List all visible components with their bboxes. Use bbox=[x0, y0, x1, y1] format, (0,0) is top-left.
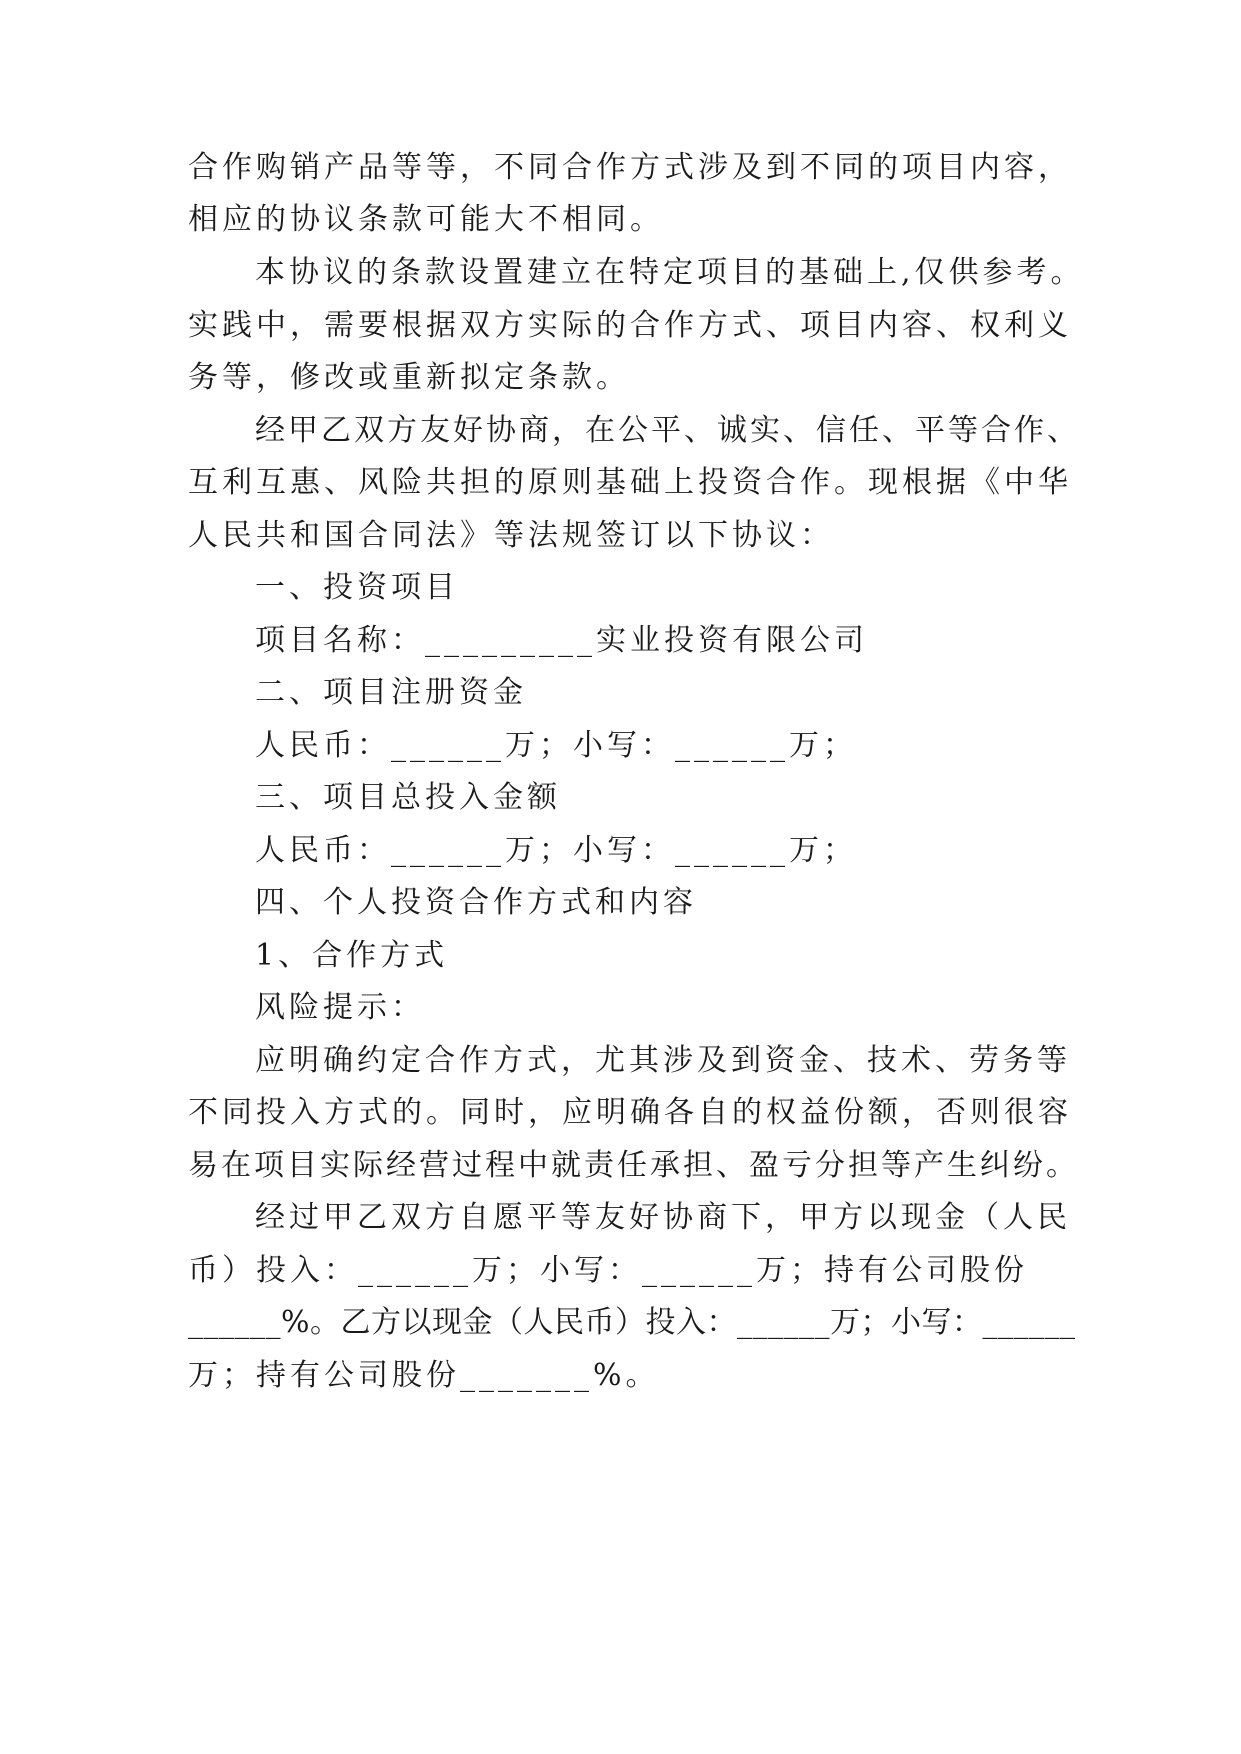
text-line-20: 易在项目实际经营过程中就责任承担、盈亏分担等产生纠纷。 bbox=[188, 1148, 1079, 1183]
text-line-2: 相应的协议条款可能大不相同。 bbox=[188, 202, 664, 237]
text-line-8: 人民共和国合同法》等法规签订以下协议： bbox=[188, 518, 834, 553]
text-line-21: 经过甲乙双方自愿平等友好协商下，甲方以现金（人民 bbox=[255, 1200, 1071, 1235]
text-line-1: 合作购销产品等等，不同合作方式涉及到不同的项目内容， bbox=[188, 150, 1072, 185]
section-heading-cooperation: 四、个人投资合作方式和内容 bbox=[255, 885, 697, 920]
text-line-5: 务等，修改或重新拟定条款。 bbox=[188, 360, 630, 395]
section-heading-registered-capital: 二、项目注册资金 bbox=[255, 675, 527, 710]
text-line-6: 经甲乙双方友好协商，在公平、诚实、信任、平等合作、 bbox=[255, 413, 1080, 448]
text-line-7: 互利互惠、风险共担的原则基础上投资合作。现根据《中华 bbox=[188, 465, 1072, 500]
text-line-23: ______%。乙方以现金（人民币）投入：______万；小写：______ bbox=[188, 1305, 1076, 1340]
text-line-3: 本协议的条款设置建立在特定项目的基础上,仅供参考。 bbox=[255, 255, 1085, 290]
text-line-19: 不同投入方式的。同时，应明确各自的权益份额，否则很容 bbox=[188, 1095, 1072, 1130]
section-heading-total-investment: 三、项目总投入金额 bbox=[255, 780, 561, 815]
text-line-24: 万；持有公司股份_______%。 bbox=[188, 1358, 660, 1393]
registered-capital-amount: 人民币：______万；小写：______万； bbox=[255, 728, 857, 763]
section-heading-investment-project: 一、投资项目 bbox=[255, 570, 459, 605]
text-line-22: 币）投入：______万；小写：______万；持有公司股份 bbox=[188, 1253, 1028, 1288]
text-line-18: 应明确约定合作方式，尤其涉及到资金、技术、劳务等 bbox=[255, 1043, 1071, 1078]
project-name-field: 项目名称：_________实业投资有限公司 bbox=[255, 623, 868, 658]
subsection-cooperation-method: 1、合作方式 bbox=[255, 938, 449, 973]
total-investment-amount: 人民币：______万；小写：______万； bbox=[255, 833, 857, 868]
text-line-4: 实践中，需要根据双方实际的合作方式、项目内容、权利义 bbox=[188, 308, 1072, 343]
risk-notice-label: 风险提示： bbox=[255, 990, 425, 1025]
